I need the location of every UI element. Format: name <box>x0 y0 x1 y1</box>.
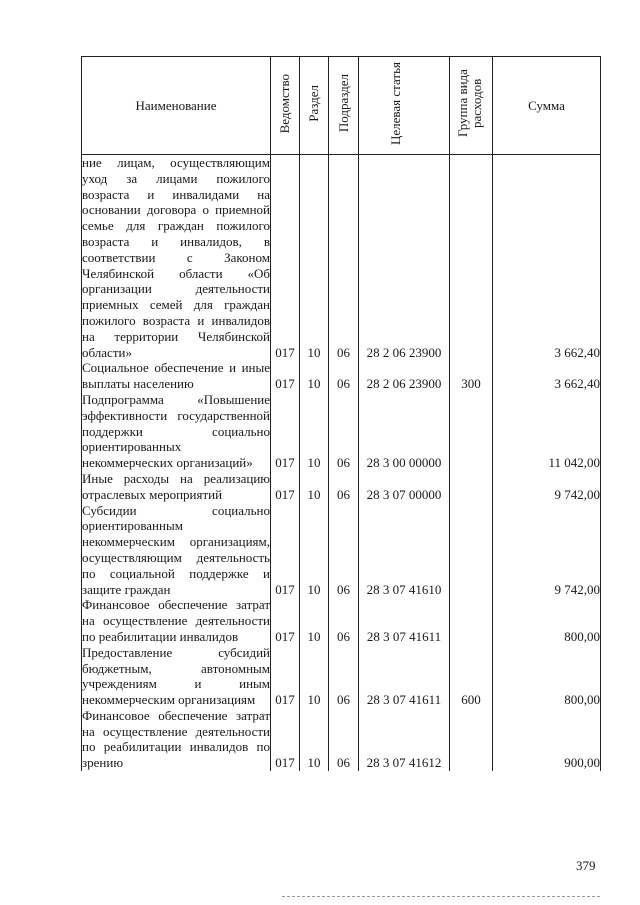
row-section: 10 <box>300 155 329 361</box>
row-amount: 3 662,40 <box>493 155 601 361</box>
row-subsection: 06 <box>329 471 359 503</box>
row-department: 017 <box>271 392 300 471</box>
row-amount: 9 742,00 <box>493 503 601 598</box>
row-name: Социальное обеспечение и иные выплаты населению <box>82 360 270 392</box>
row-department: 017 <box>271 155 300 361</box>
table-row <box>82 360 601 392</box>
page-bottom-divider <box>282 896 600 897</box>
row-target-item: 28 3 00 00000 <box>359 392 450 471</box>
row-name: Подпрограмма «Повышение эффективности государственной поддержки социально ориентированных некоммерческих организаций» <box>82 391 270 471</box>
row-expense-group <box>450 155 493 361</box>
header-subsection: Подраздел <box>329 57 359 155</box>
header-amount: Сумма <box>493 57 601 155</box>
table-row <box>82 471 601 503</box>
header-section: Раздел <box>300 57 329 155</box>
row-subsection: 06 <box>329 708 359 771</box>
row-expense-group <box>450 597 493 644</box>
row-target-item: 28 3 07 00000 <box>359 471 450 503</box>
row-department: 017 <box>271 471 300 503</box>
row-expense-group <box>450 392 493 471</box>
table-row <box>82 503 601 598</box>
row-amount: 800,00 <box>493 645 601 708</box>
row-target-item: 28 3 07 41611 <box>359 645 450 708</box>
row-expense-group <box>450 503 493 598</box>
row-section: 10 <box>300 708 329 771</box>
row-name: ние лицам, осуществляющим уход за лицами пожилого возраста и инвалидами на основании договора о приемной семье для граждан пожилого возраста и инвалидов, в соответствии с Законом Челябинской области «Об организации деятельности приемных семей для граждан пожилого возраста и инвалидов на территории Челябинской области» <box>82 155 270 360</box>
table-row <box>82 708 601 771</box>
row-expense-group <box>450 708 493 771</box>
table-header-row <box>82 57 601 155</box>
row-target-item: 28 3 07 41610 <box>359 503 450 598</box>
row-target-item: 28 3 07 41612 <box>359 708 450 771</box>
row-section: 10 <box>300 645 329 708</box>
row-name: Субсидии социально ориентированным некоммерческим организациям, осуществляющим деятельность по социальной поддержке и защите граждан <box>82 502 270 597</box>
header-name: Наименование <box>82 57 271 155</box>
row-section: 10 <box>300 392 329 471</box>
budget-table <box>81 56 601 771</box>
row-department: 017 <box>271 645 300 708</box>
row-section: 10 <box>300 471 329 503</box>
row-expense-group <box>450 471 493 503</box>
row-name: Финансовое обеспечение затрат на осуществление деятельности по реабилитации инвалидов по зрению <box>82 707 270 771</box>
row-expense-group: 600 <box>450 645 493 708</box>
row-section: 10 <box>300 597 329 644</box>
row-target-item: 28 3 07 41611 <box>359 597 450 644</box>
row-section: 10 <box>300 360 329 392</box>
page-number: 379 <box>576 858 596 873</box>
row-subsection: 06 <box>329 645 359 708</box>
row-department: 017 <box>271 503 300 598</box>
row-subsection: 06 <box>329 503 359 598</box>
row-name: Финансовое обеспечение затрат на осуществление деятельности по реабилитации инвалидов <box>82 597 270 644</box>
row-amount: 900,00 <box>493 708 601 771</box>
header-target-item: Целевая статья <box>359 57 450 155</box>
row-section: 10 <box>300 503 329 598</box>
row-subsection: 06 <box>329 360 359 392</box>
table-row <box>82 155 601 361</box>
row-subsection: 06 <box>329 392 359 471</box>
row-amount: 3 662,40 <box>493 360 601 392</box>
row-name: Иные расходы на реализацию отраслевых мероприятий <box>82 470 270 502</box>
table-row <box>82 645 601 708</box>
row-department: 017 <box>271 360 300 392</box>
table-row <box>82 392 601 471</box>
header-department: Ведомство <box>271 57 300 155</box>
row-amount: 11 042,00 <box>493 392 601 471</box>
row-subsection: 06 <box>329 155 359 361</box>
row-amount: 800,00 <box>493 597 601 644</box>
row-amount: 9 742,00 <box>493 471 601 503</box>
row-department: 017 <box>271 708 300 771</box>
row-target-item: 28 2 06 23900 <box>359 360 450 392</box>
row-department: 017 <box>271 597 300 644</box>
table-row <box>82 597 601 644</box>
header-expense-group: Группа вида расходов <box>450 57 493 155</box>
row-expense-group: 300 <box>450 360 493 392</box>
row-subsection: 06 <box>329 597 359 644</box>
row-name: Предоставление субсидий бюджетным, автономным учреждениям и иным некоммерческим организациям <box>82 644 270 708</box>
row-target-item: 28 2 06 23900 <box>359 155 450 361</box>
